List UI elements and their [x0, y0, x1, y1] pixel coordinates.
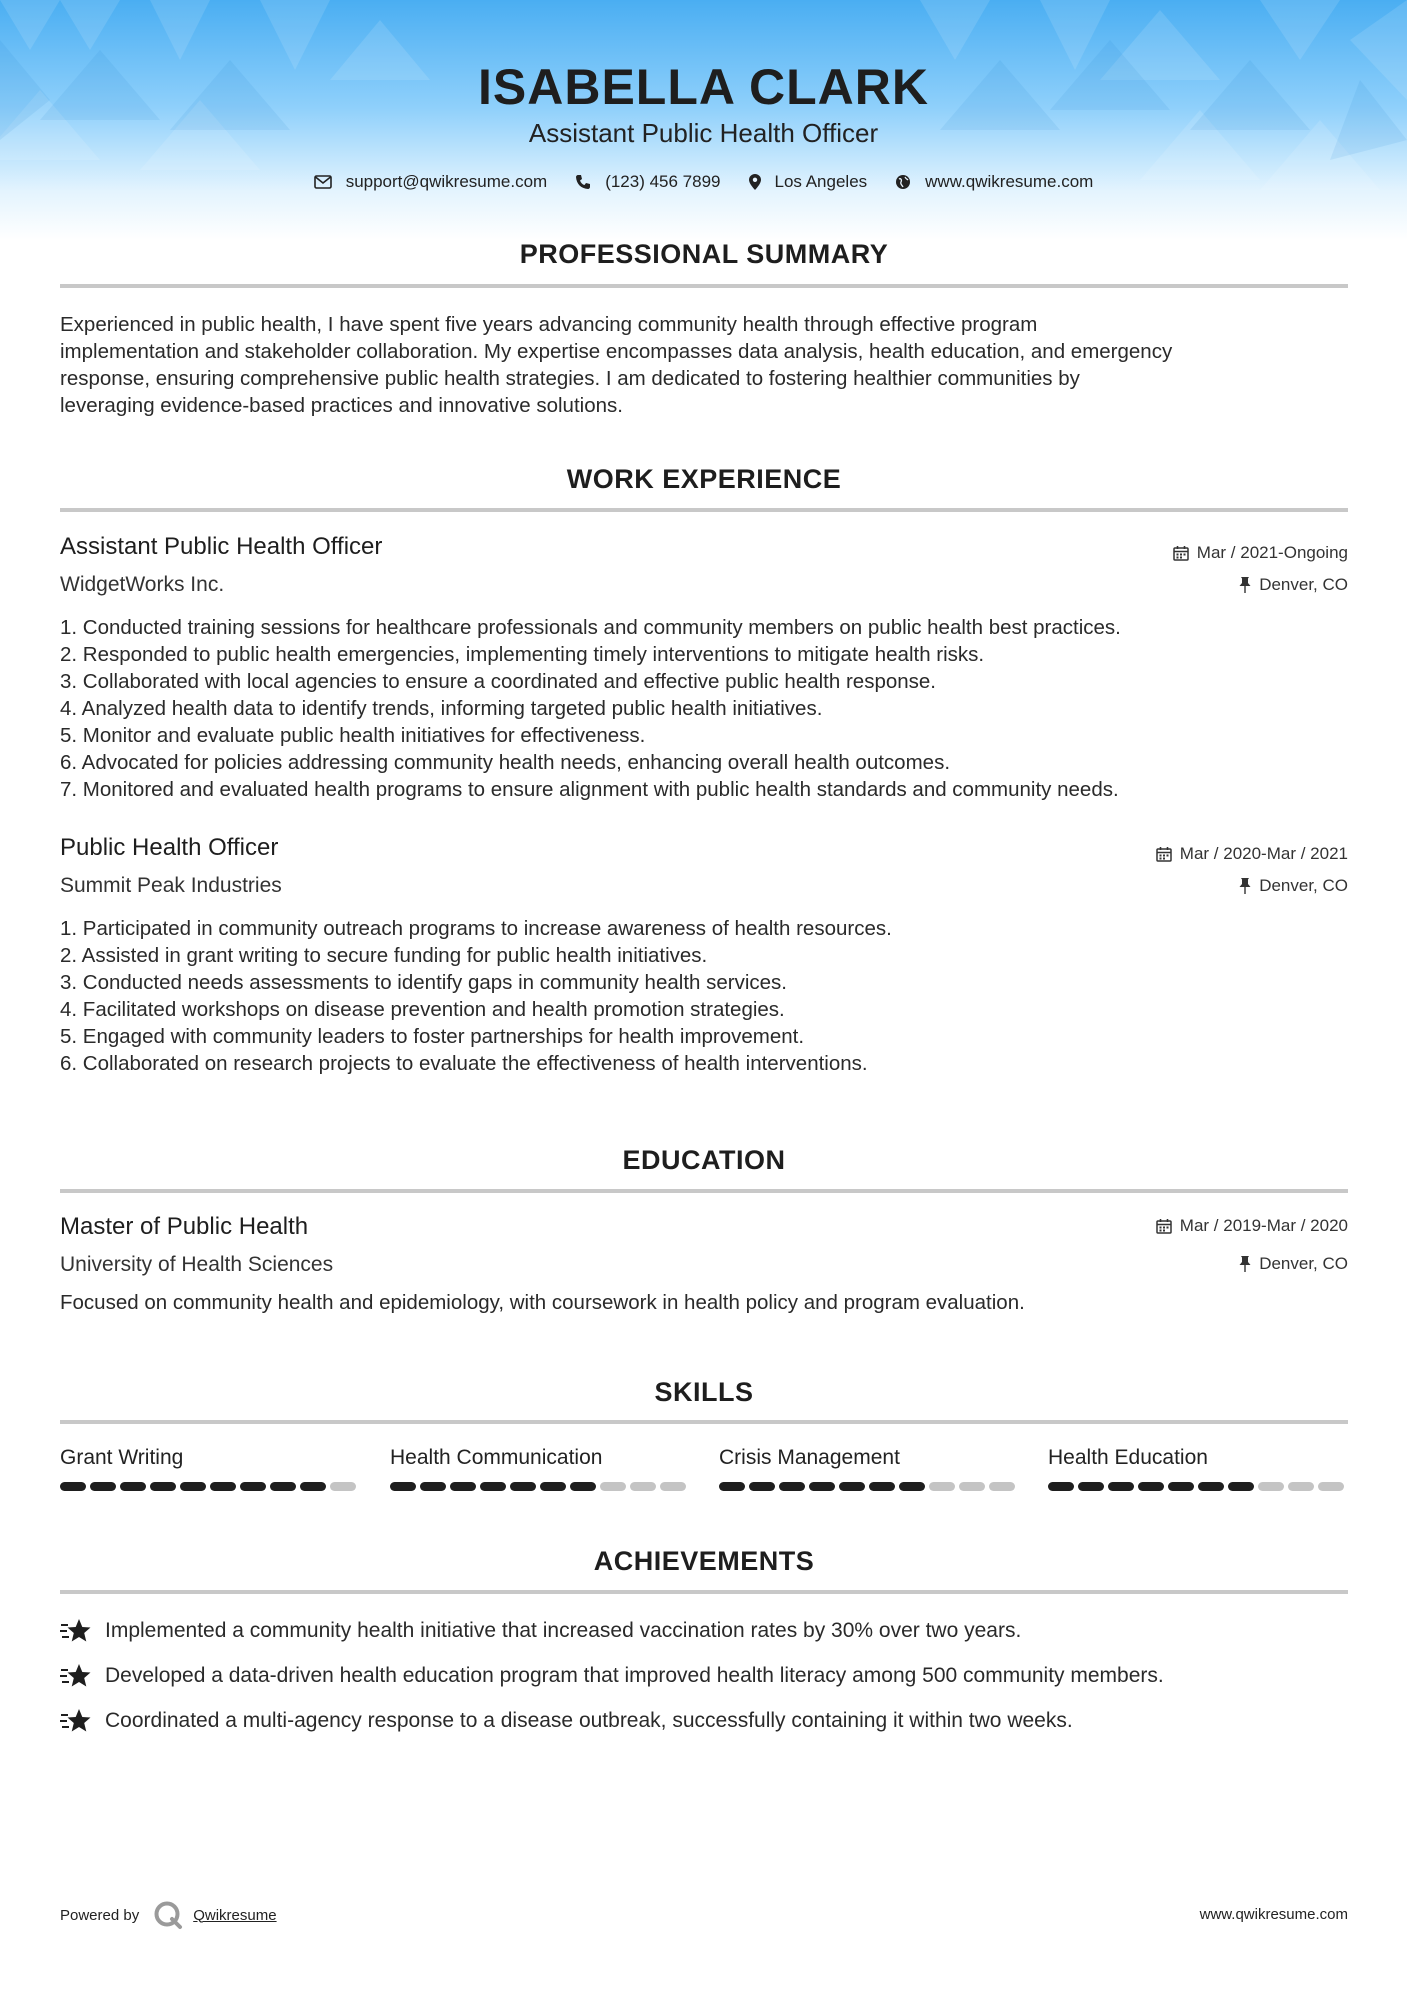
job-duties [60, 614, 1360, 803]
education-heading: EDUCATION [622, 1145, 786, 1175]
skill-segment-filled [1108, 1482, 1134, 1491]
education-dates [1156, 1216, 1348, 1236]
pushpin-icon [1239, 1256, 1251, 1272]
email-text: support@qwikresume.com [345, 172, 548, 191]
company-name: Summit Peak Industries [60, 874, 282, 897]
achievement-text: Developed a data-driven health education program that improved health literacy among 500 community members. [105, 1664, 1164, 1687]
skill-segment-empty [959, 1482, 985, 1491]
skill-item [60, 1446, 360, 1491]
skill-item [390, 1446, 690, 1491]
skill-segment-filled [450, 1482, 476, 1491]
resume-header [0, 0, 1407, 240]
skill-segment-filled [420, 1482, 446, 1491]
education-location [1239, 1254, 1348, 1274]
skill-segment-filled [180, 1482, 206, 1491]
skill-segment-filled [809, 1482, 835, 1491]
education-description: Focused on community health and epidemiology, with coursework in health policy and program evaluation. [60, 1291, 1025, 1314]
summary-line: response, ensuring comprehensive public health strategies. I am dedicated to fostering healthier communities by [60, 367, 1080, 390]
skill-segment-filled [1078, 1482, 1104, 1491]
skill-segment-filled [779, 1482, 805, 1491]
list-item: 5. Engaged with community leaders to foster partnerships for health improvement. [60, 1025, 805, 1048]
skill-segment-empty [1258, 1482, 1284, 1491]
skill-segment-filled [1198, 1482, 1224, 1491]
skill-segment-empty [660, 1482, 686, 1491]
qwikresume-link[interactable]: Qwikresume [193, 1906, 277, 1924]
skill-segment-filled [570, 1482, 596, 1491]
skill-segment-filled [390, 1482, 416, 1491]
skill-name: Health Communication [390, 1446, 603, 1469]
job-title: Public Health Officer [60, 834, 279, 861]
skill-level-bar [60, 1482, 360, 1491]
star-award-icon [60, 1663, 91, 1689]
achievement-item [60, 1708, 1073, 1734]
skill-segment-filled [60, 1482, 86, 1491]
calendar-icon [1173, 545, 1189, 561]
footer-powered-by [60, 1900, 277, 1930]
achievement-item [60, 1618, 1021, 1644]
envelope-icon [314, 175, 332, 189]
skill-segment-filled [540, 1482, 566, 1491]
website-text: www.qwikresume.com [925, 172, 1094, 191]
list-item: 2. Responded to public health emergencies, implementing timely interventions to mitigate health risks. [60, 643, 985, 666]
skill-level-bar [390, 1482, 690, 1491]
skill-segment-filled [210, 1482, 236, 1491]
job-location [1239, 575, 1348, 595]
skill-segment-filled [1228, 1482, 1254, 1491]
degree-title: Master of Public Health [60, 1213, 309, 1240]
powered-by-label: Powered by [60, 1906, 140, 1924]
calendar-icon [1156, 1218, 1172, 1234]
list-item: 4. Analyzed health data to identify trends, informing targeted public health initiatives. [60, 697, 823, 720]
location-text: Los Angeles [774, 172, 868, 191]
list-item: 6. Collaborated on research projects to evaluate the effectiveness of health interventions. [60, 1052, 868, 1075]
globe-icon [895, 174, 911, 190]
job-dates-text: Mar / 2021-Ongoing [1196, 543, 1348, 562]
achievement-text: Implemented a community health initiative that increased vaccination rates by 30% over two years. [105, 1619, 1022, 1642]
list-item: 7. Monitored and evaluated health programs to ensure alignment with public health standards and community needs. [60, 778, 1119, 801]
school-name: University of Health Sciences [60, 1253, 334, 1276]
skill-segment-filled [270, 1482, 296, 1491]
job-location-text: Denver, CO [1259, 876, 1348, 895]
list-item: 3. Collaborated with local agencies to ensure a coordinated and effective public health response. [60, 670, 936, 693]
skill-segment-filled [510, 1482, 536, 1491]
summary-heading: PROFESSIONAL SUMMARY [519, 239, 889, 269]
skill-segment-filled [839, 1482, 865, 1491]
pushpin-icon [1239, 577, 1251, 593]
skill-segment-filled [1138, 1482, 1164, 1491]
skill-segment-filled [1048, 1482, 1074, 1491]
list-item: 5. Monitor and evaluate public health initiatives for effectiveness. [60, 724, 646, 747]
phone-text: (123) 456 7899 [605, 172, 721, 191]
experience-heading: WORK EXPERIENCE [566, 464, 842, 494]
skill-segment-filled [240, 1482, 266, 1491]
skill-name: Health Education [1048, 1446, 1208, 1469]
candidate-name: ISABELLA CLARK [477, 59, 929, 115]
qwikresume-logo-icon [153, 1900, 183, 1930]
skill-name: Grant Writing [60, 1446, 184, 1469]
star-award-icon [60, 1708, 91, 1734]
summary-line: implementation and stakeholder collaboration. My expertise encompasses data analysis, health education, and emergency [60, 340, 1173, 363]
summary-line: leveraging evidence-based practices and innovative solutions. [60, 394, 623, 417]
achievements-heading: ACHIEVEMENTS [593, 1546, 815, 1576]
skill-name: Crisis Management [719, 1446, 900, 1469]
skill-segment-empty [1288, 1482, 1314, 1491]
skill-segment-empty [600, 1482, 626, 1491]
education-location-text: Denver, CO [1259, 1254, 1348, 1273]
calendar-icon [1156, 846, 1172, 862]
skill-segment-empty [929, 1482, 955, 1491]
list-item: 1. Participated in community outreach programs to increase awareness of health resources. [60, 917, 892, 940]
contact-website[interactable] [895, 172, 1093, 192]
job-dates [1173, 543, 1348, 563]
skill-segment-filled [480, 1482, 506, 1491]
contact-bar [0, 172, 1407, 192]
company-name: WidgetWorks Inc. [60, 573, 225, 596]
job-duties [60, 915, 1360, 1077]
list-item: 2. Assisted in grant writing to secure funding for public health initiatives. [60, 944, 708, 967]
contact-location [749, 172, 868, 192]
skill-item [719, 1446, 1019, 1491]
summary-text [60, 311, 1350, 419]
achievements-divider [60, 1590, 1348, 1594]
skill-level-bar [1048, 1482, 1348, 1491]
list-item: 3. Conducted needs assessments to identify gaps in community health services. [60, 971, 787, 994]
map-pin-icon [749, 174, 761, 190]
achievement-text: Coordinated a multi-agency response to a disease outbreak, successfully containing it within two weeks. [105, 1709, 1073, 1732]
skill-level-bar [719, 1482, 1019, 1491]
pushpin-icon [1239, 878, 1251, 894]
skill-segment-filled [899, 1482, 925, 1491]
footer-website[interactable]: www.qwikresume.com [1199, 1906, 1348, 1923]
list-item: 6. Advocated for policies addressing community health needs, enhancing overall health outcomes. [60, 751, 951, 774]
contact-email[interactable] [314, 172, 548, 192]
skills-divider [60, 1420, 1348, 1424]
job-title: Assistant Public Health Officer [60, 533, 383, 560]
skills-heading: SKILLS [654, 1377, 754, 1407]
achievement-item [60, 1663, 1164, 1689]
skill-segment-filled [150, 1482, 176, 1491]
job-location [1239, 876, 1348, 896]
skill-segment-filled [719, 1482, 745, 1491]
skill-segment-filled [120, 1482, 146, 1491]
summary-line: Experienced in public health, I have spent five years advancing community health through effective program [60, 313, 1038, 336]
phone-icon [575, 174, 591, 190]
job-dates-text: Mar / 2020-Mar / 2021 [1179, 844, 1348, 863]
contact-phone[interactable] [575, 172, 720, 192]
job-location-text: Denver, CO [1259, 575, 1348, 594]
candidate-title: Assistant Public Health Officer [528, 118, 879, 148]
experience-divider [60, 508, 1348, 512]
skill-segment-filled [869, 1482, 895, 1491]
star-award-icon [60, 1618, 91, 1644]
skill-segment-empty [989, 1482, 1015, 1491]
skill-item [1048, 1446, 1348, 1491]
skill-segment-filled [749, 1482, 775, 1491]
education-divider [60, 1189, 1348, 1193]
list-item: 4. Facilitated workshops on disease prevention and health promotion strategies. [60, 998, 785, 1021]
skill-segment-filled [300, 1482, 326, 1491]
skill-segment-empty [630, 1482, 656, 1491]
education-dates-text: Mar / 2019-Mar / 2020 [1179, 1216, 1348, 1235]
skill-segment-filled [90, 1482, 116, 1491]
list-item: 1. Conducted training sessions for healthcare professionals and community members on public health best practices. [60, 616, 1121, 639]
skill-segment-empty [1318, 1482, 1344, 1491]
skill-segment-empty [330, 1482, 356, 1491]
summary-divider [60, 284, 1348, 288]
job-dates [1156, 844, 1348, 864]
skill-segment-filled [1168, 1482, 1194, 1491]
